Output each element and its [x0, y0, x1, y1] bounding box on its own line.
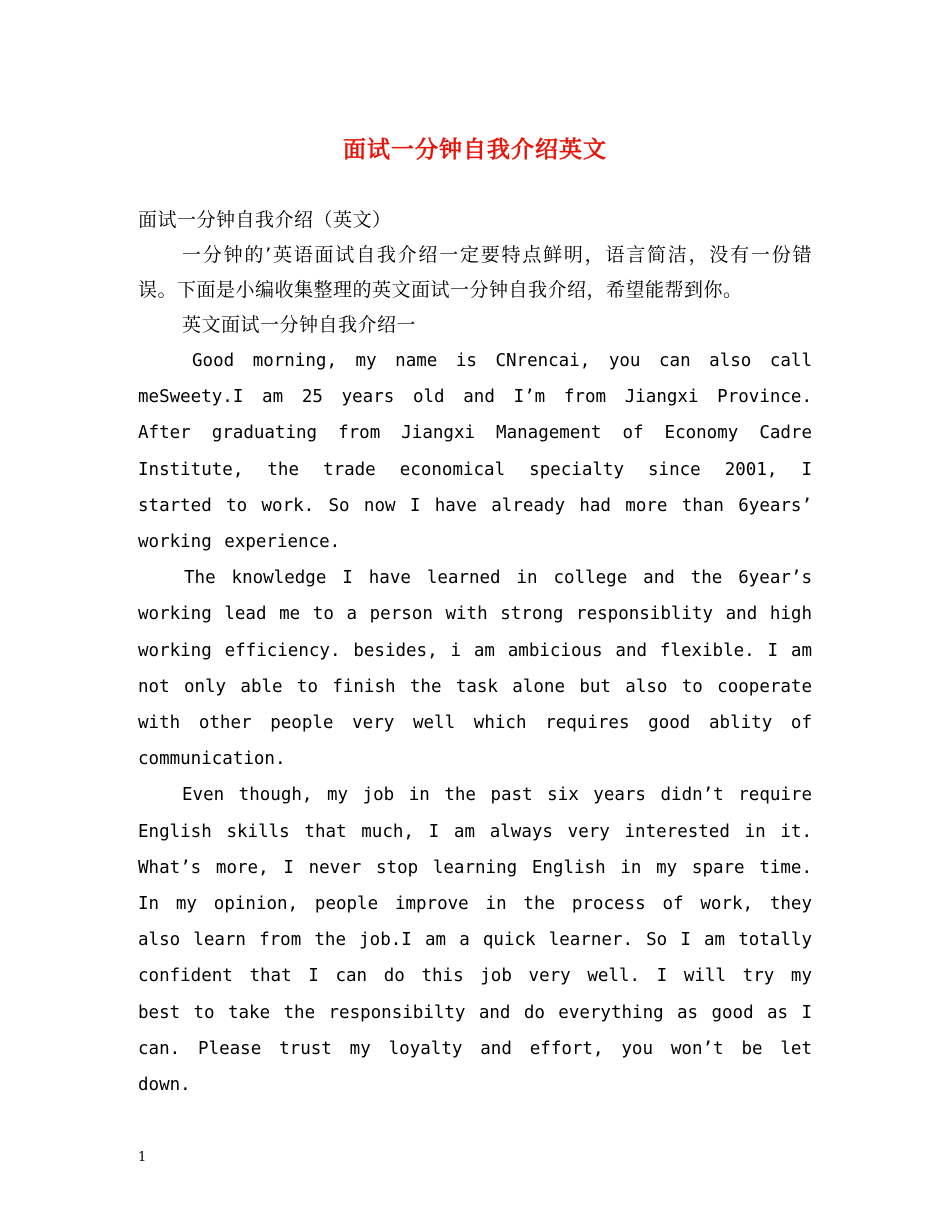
body-paragraph-3: Even though, my job in the past six years didn’t require English skills that much, I am always very interested in it. What’s more, I never stop learning English in my spare time. In my opinion, people improve in the process of work, they also learn from the job.I am a quick learner. So I am totally confident that I can do this job very well. I will try my best to take the responsibilty and do everything as good as I can. Please trust my loyalty and effort, you won’t be let down. — [138, 785, 812, 1096]
intro-paragraph: 一分钟的’英语面试自我介绍一定要特点鲜明，语言简洁，没有一份错误。下面是小编收集整理的英文面试一分钟自我介绍，希望能帮到你。 — [138, 244, 812, 301]
body-paragraph-1: Good morning, my name is CNrencai, you can also call meSweety.I am 25 years old and I’m from Jiangxi Province. After graduating from Jiangxi Management of Economy Cadre Institute, the trade economical specialty since 2001, I started to work. So now I have already had more than 6years’ working experience. — [138, 351, 812, 553]
document-body — [138, 203, 812, 1103]
section-heading: 英文面试一分钟自我介绍一 — [182, 314, 417, 336]
page-number: 1 — [138, 1150, 147, 1165]
document-title: 面试一分钟自我介绍英文 — [343, 137, 607, 163]
document-subtitle: 面试一分钟自我介绍（英文） — [138, 209, 392, 231]
body-paragraph-2: The knowledge I have learned in college and the 6year’s working lead me to a person with strong responsiblity and high working efficiency. besides, i am ambicious and flexible. I am not only able to finish the task alone but also to cooperate with other people very well which requires good ablity of communication. — [138, 568, 812, 770]
